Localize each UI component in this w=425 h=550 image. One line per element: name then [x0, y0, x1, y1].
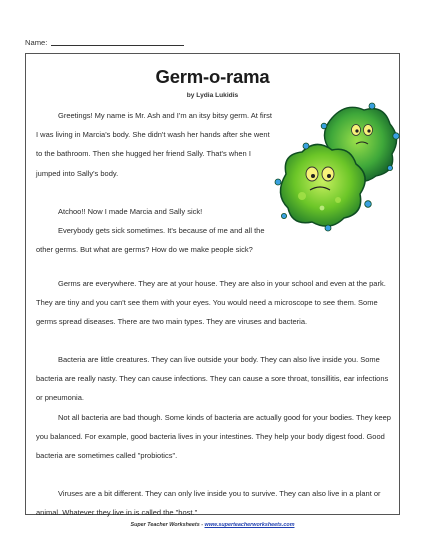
page-title: Germ-o-rama — [155, 66, 270, 87]
name-label: Name: — [25, 38, 48, 47]
paragraph-2: Atchoo!! Now I made Marcia and Sally sick! — [58, 207, 203, 216]
paragraph-4: Germs are everywhere. They are at your house. They are also in your school and even at the park. They are tiny and you can't see them with your eyes. You would need a microscope to see them. Some germs spread diseases. There are two main types. They are viruses and bacteria. — [36, 279, 386, 327]
footer — [0, 522, 425, 528]
paragraph-6: Not all bacteria are bad though. Some kinds of bacteria are actually good for your bodies. They keep you balanced. For example, good bacteria lives in your intestines. They help your body digest food. Good bacteria are sometimes called "probiotics". — [36, 413, 391, 461]
footer-brand: Super Teacher Worksheets — [130, 522, 200, 528]
paragraph-5: Bacteria are little creatures. They can live outside your body. They can also live inside you. Some bacteria are really nasty. They can cause infections. They can cause a sore throat, tonsillitis, ear infections or pneumonia. — [36, 355, 389, 403]
name-blank — [51, 45, 184, 46]
footer-url-link[interactable]: www.superteacherworksheets.com — [204, 522, 295, 528]
footer-separator: - — [199, 522, 205, 528]
germ-cartoon-icon — [272, 96, 404, 234]
paragraph-3: Everybody gets sick sometimes. It's because of me and all the other germs. But what are germs? How do we make people sick? — [36, 226, 265, 255]
paragraph-7: Viruses are a bit different. They can only live inside you to survive. They can also live in a plant or animal. Whatever they live in is called the "host." — [36, 489, 381, 518]
author-byline: by Lydia Lukidis — [186, 92, 239, 99]
name-field-line — [25, 38, 184, 47]
paragraph-1: Greetings! My name is Mr. Ash and I'm an itsy bitsy germ. At first I was living in Marcia's body. She didn't wash her hands after she went to the bathroom. Then she hugged her friend Sally. That's when I jumped into Sally's body. — [36, 111, 273, 178]
